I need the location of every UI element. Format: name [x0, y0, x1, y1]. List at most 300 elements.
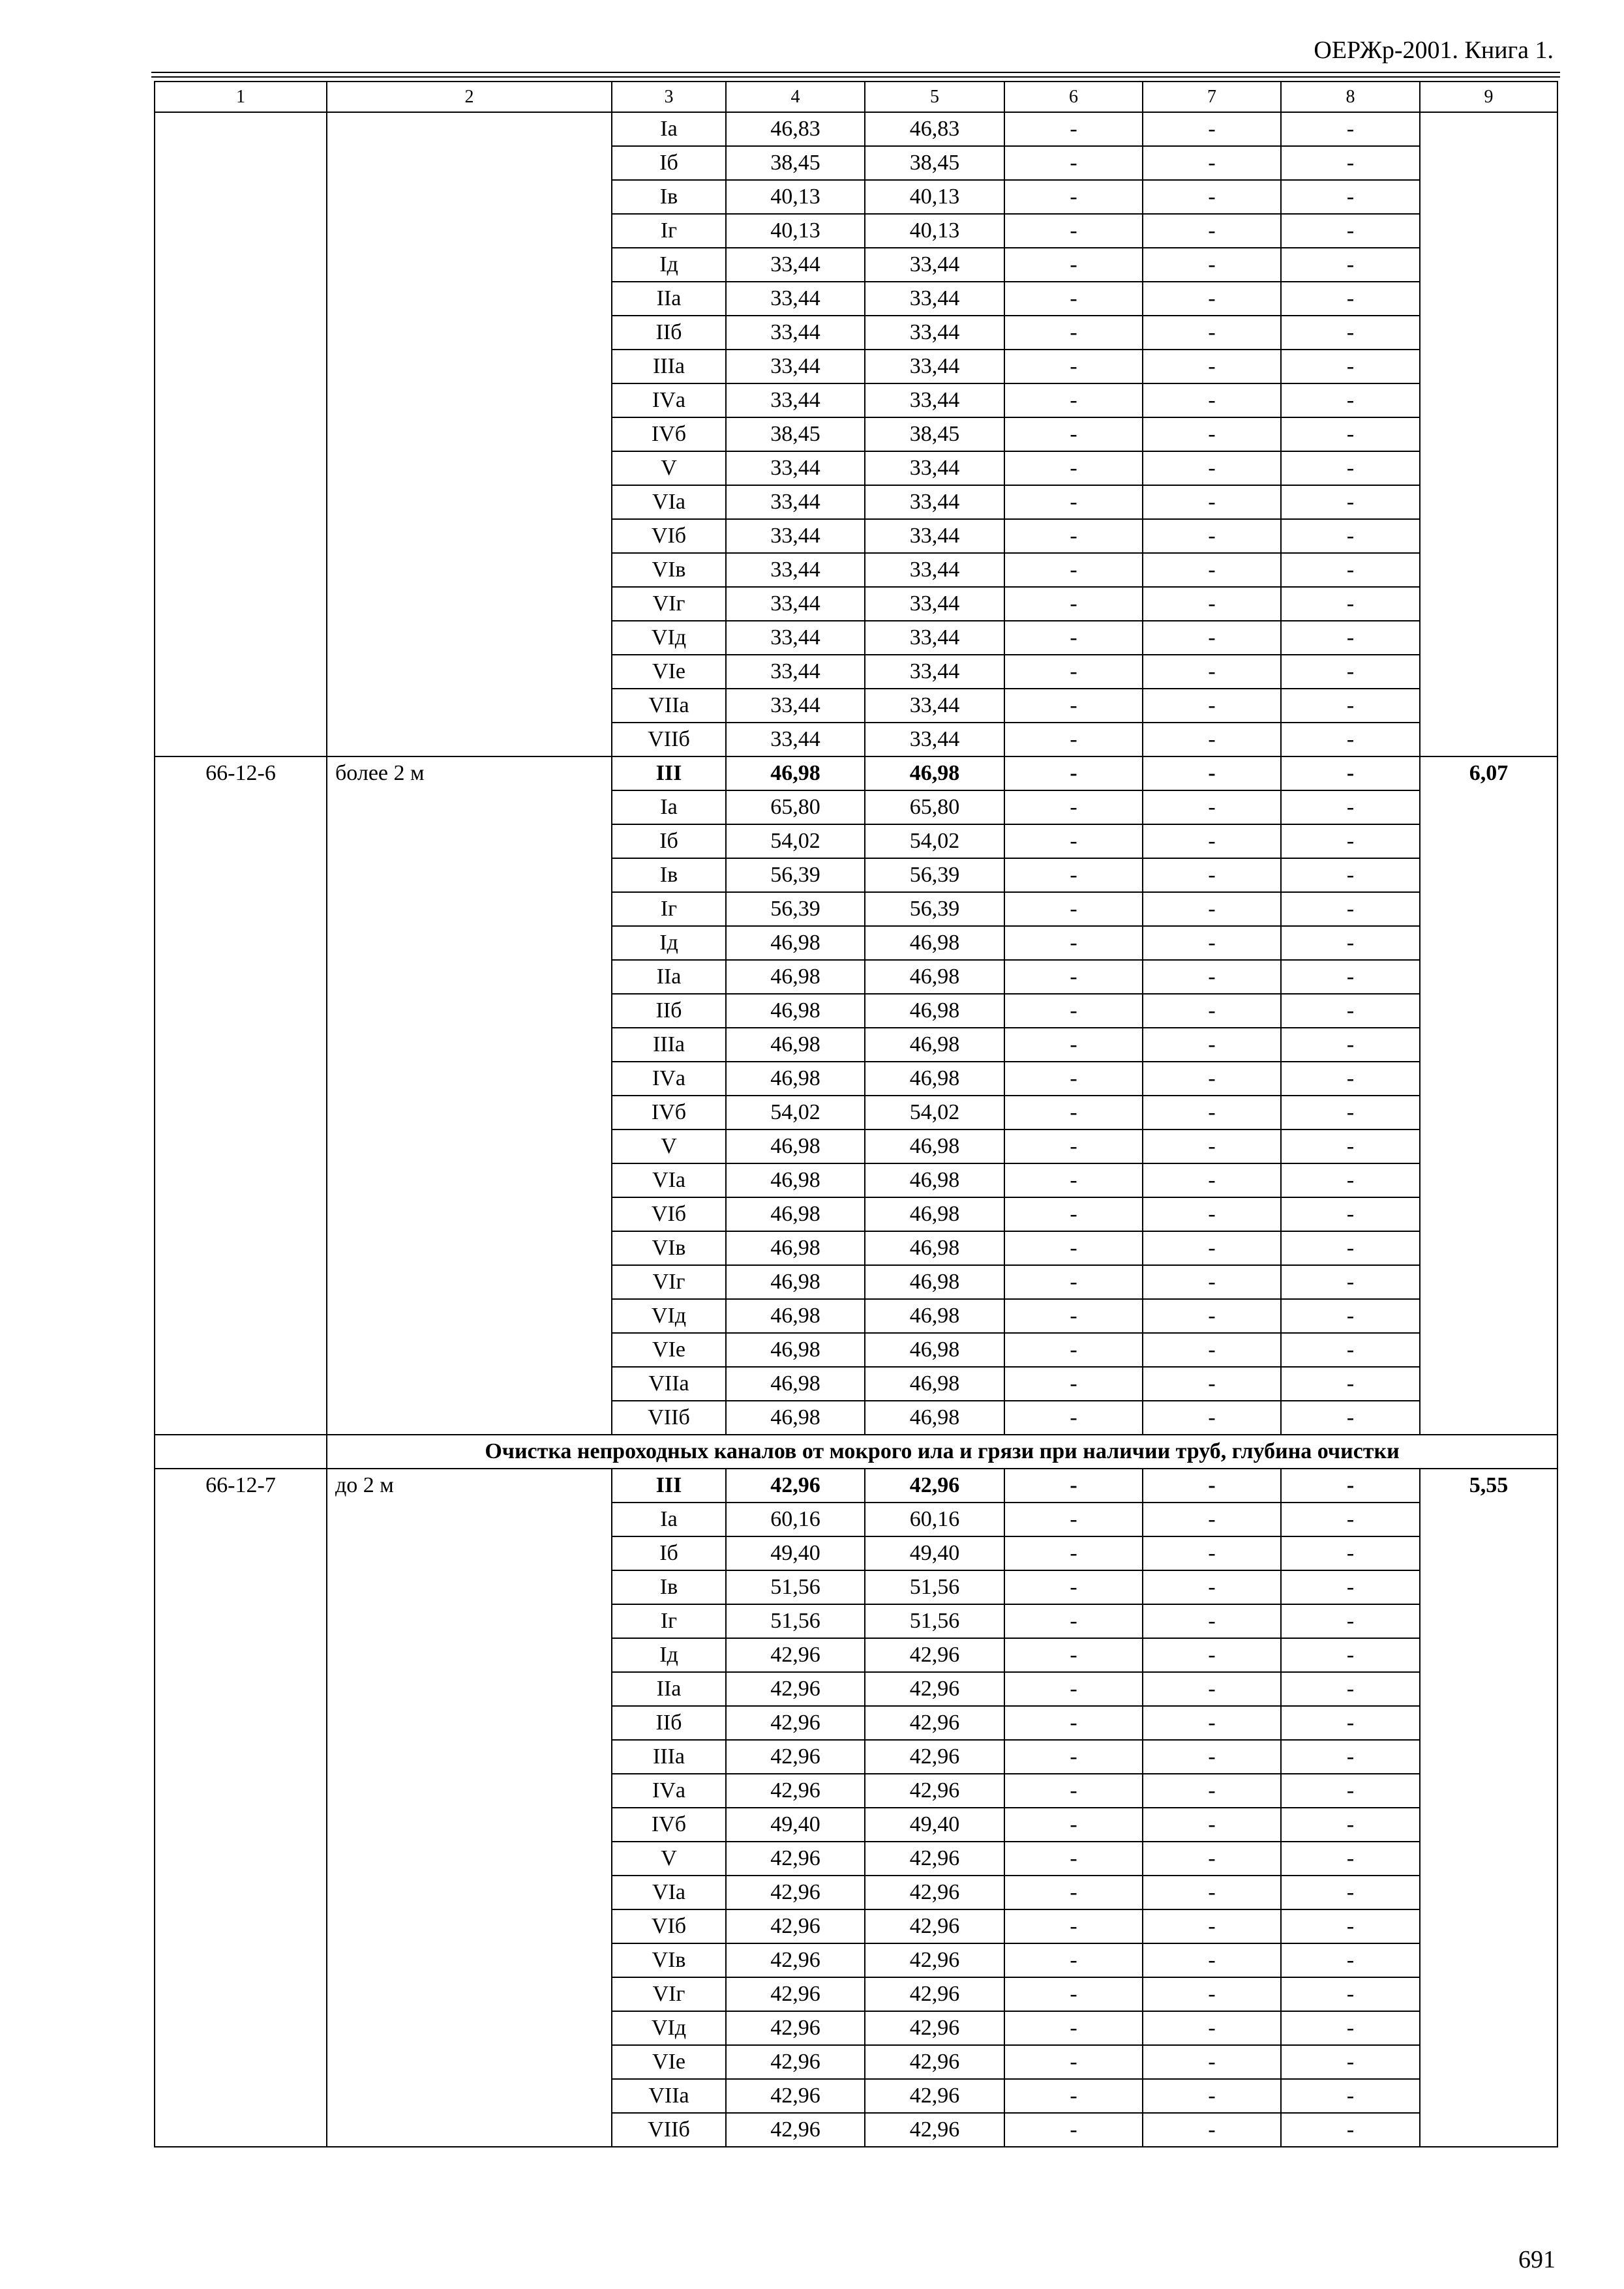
value-cell: - — [1281, 1706, 1420, 1740]
value-cell: 46,98 — [726, 756, 865, 790]
territorial-zone-cell: IIа — [612, 1672, 726, 1706]
value-cell: - — [1004, 994, 1143, 1028]
value-cell: - — [1281, 180, 1420, 214]
section-title: Очистка непроходных каналов от мокрого ила и грязи при наличии труб, глубина очистки — [327, 1435, 1557, 1469]
territorial-zone-cell: IIб — [612, 316, 726, 350]
value-cell: 33,44 — [865, 350, 1004, 383]
territorial-zone-cell: VIе — [612, 1333, 726, 1367]
territorial-zone-cell: V — [612, 1130, 726, 1163]
column-number-row — [155, 82, 1557, 112]
value-cell: - — [1004, 1842, 1143, 1876]
territorial-zone-cell: VIIб — [612, 1401, 726, 1435]
work-description: до 2 м — [327, 1469, 612, 2147]
value-cell: - — [1281, 1943, 1420, 1977]
value-cell: - — [1143, 1401, 1281, 1435]
territorial-zone-cell: Iг — [612, 214, 726, 248]
value-cell: - — [1004, 485, 1143, 519]
territorial-zone-cell: III — [612, 756, 726, 790]
value-cell: - — [1004, 1367, 1143, 1401]
value-cell: - — [1143, 1265, 1281, 1299]
value-cell: - — [1281, 858, 1420, 892]
value-cell: 46,98 — [726, 1265, 865, 1299]
value-cell: 38,45 — [726, 146, 865, 180]
value-cell: - — [1281, 214, 1420, 248]
value-cell: - — [1281, 1401, 1420, 1435]
value-cell: - — [1143, 892, 1281, 926]
value-cell: - — [1004, 1536, 1143, 1570]
territorial-zone-cell: VIб — [612, 1909, 726, 1943]
value-cell: 33,44 — [865, 383, 1004, 417]
document-header-title: ОЕРЖр-2001. Книга 1. — [1314, 37, 1554, 64]
value-cell: - — [1281, 248, 1420, 282]
value-cell: - — [1004, 519, 1143, 553]
value-cell: 42,96 — [865, 1740, 1004, 1774]
value-cell: - — [1004, 2045, 1143, 2079]
value-cell: - — [1281, 1197, 1420, 1231]
value-cell: - — [1143, 1062, 1281, 1096]
column-number-cell: 4 — [726, 82, 865, 112]
column-number-cell: 1 — [155, 82, 327, 112]
value-cell: 51,56 — [726, 1570, 865, 1604]
territorial-zone-cell: VIв — [612, 1231, 726, 1265]
value-cell: - — [1281, 1062, 1420, 1096]
value-cell: - — [1281, 1469, 1420, 1503]
value-cell: - — [1281, 994, 1420, 1028]
value-cell: - — [1281, 587, 1420, 621]
value-cell: 42,96 — [865, 2113, 1004, 2147]
value-cell: 46,83 — [726, 112, 865, 146]
value-cell: - — [1281, 756, 1420, 790]
value-cell: - — [1281, 1808, 1420, 1842]
value-cell: 42,96 — [865, 2011, 1004, 2045]
value-cell: - — [1281, 2045, 1420, 2079]
value-cell: 46,98 — [726, 960, 865, 994]
territorial-zone-cell: VIд — [612, 2011, 726, 2045]
value-cell: - — [1143, 655, 1281, 689]
value-cell: 46,98 — [865, 1028, 1004, 1062]
value-cell: 56,39 — [726, 858, 865, 892]
value-cell: - — [1143, 485, 1281, 519]
value-cell: - — [1281, 146, 1420, 180]
value-cell: - — [1281, 1367, 1420, 1401]
value-cell: - — [1143, 2079, 1281, 2113]
value-cell: 60,16 — [865, 1503, 1004, 1536]
value-cell: - — [1281, 350, 1420, 383]
value-cell: - — [1004, 1604, 1143, 1638]
value-cell: 46,98 — [865, 926, 1004, 960]
value-cell: - — [1143, 1367, 1281, 1401]
value-cell: - — [1004, 2113, 1143, 2147]
value-cell: 46,98 — [865, 1333, 1004, 1367]
value-cell: 42,96 — [726, 1706, 865, 1740]
value-cell: - — [1004, 112, 1143, 146]
value-cell: 40,13 — [726, 214, 865, 248]
value-cell: - — [1004, 1909, 1143, 1943]
value-cell: - — [1281, 1096, 1420, 1130]
column-9-value: 6,07 — [1420, 756, 1557, 1435]
value-cell: - — [1143, 112, 1281, 146]
territorial-zone-cell: Iв — [612, 180, 726, 214]
value-cell: - — [1143, 1503, 1281, 1536]
value-cell: 33,44 — [865, 621, 1004, 655]
value-cell: 33,44 — [726, 621, 865, 655]
value-cell: - — [1004, 1503, 1143, 1536]
value-cell: 60,16 — [726, 1503, 865, 1536]
value-cell: 46,98 — [865, 756, 1004, 790]
value-cell: - — [1281, 1977, 1420, 2011]
value-cell: 46,98 — [865, 1197, 1004, 1231]
value-cell: 42,96 — [726, 2113, 865, 2147]
value-cell: - — [1143, 451, 1281, 485]
value-cell: - — [1281, 1028, 1420, 1062]
value-cell: 46,98 — [865, 1130, 1004, 1163]
value-cell: - — [1281, 1130, 1420, 1163]
value-cell: - — [1281, 1740, 1420, 1774]
territorial-zone-cell: VIд — [612, 621, 726, 655]
value-cell: - — [1281, 485, 1420, 519]
section-title-row — [155, 1435, 1557, 1469]
value-cell: 42,96 — [865, 1638, 1004, 1672]
value-cell: - — [1143, 417, 1281, 451]
territorial-zone-cell: IIа — [612, 960, 726, 994]
value-cell: 33,44 — [726, 689, 865, 723]
value-cell: 46,98 — [865, 1163, 1004, 1197]
header-rule-top — [151, 72, 1560, 73]
value-cell: - — [1004, 1638, 1143, 1672]
territorial-zone-cell: VIе — [612, 2045, 726, 2079]
value-cell: 33,44 — [865, 689, 1004, 723]
value-cell: - — [1004, 1130, 1143, 1163]
value-cell: 42,96 — [865, 1672, 1004, 1706]
territorial-zone-cell: VIа — [612, 485, 726, 519]
value-cell: - — [1281, 519, 1420, 553]
value-cell: 42,96 — [726, 1977, 865, 2011]
territorial-zone-cell: V — [612, 1842, 726, 1876]
value-cell: - — [1143, 180, 1281, 214]
value-cell: - — [1004, 1028, 1143, 1062]
value-cell: 42,96 — [726, 2079, 865, 2113]
value-cell: - — [1004, 1469, 1143, 1503]
value-cell: 46,98 — [726, 1299, 865, 1333]
column-number-cell: 7 — [1143, 82, 1281, 112]
value-cell: - — [1143, 1469, 1281, 1503]
value-cell: - — [1143, 316, 1281, 350]
value-cell: 46,98 — [865, 1062, 1004, 1096]
value-cell: 33,44 — [865, 553, 1004, 587]
territorial-zone-cell: Iд — [612, 926, 726, 960]
territorial-zone-cell: IVб — [612, 417, 726, 451]
value-cell: 54,02 — [865, 824, 1004, 858]
value-cell: - — [1143, 723, 1281, 756]
rate-code — [155, 112, 327, 756]
value-cell: 33,44 — [865, 587, 1004, 621]
value-cell: - — [1143, 214, 1281, 248]
value-cell: 42,96 — [726, 1909, 865, 1943]
value-cell: - — [1281, 1638, 1420, 1672]
territorial-zone-cell: VIб — [612, 519, 726, 553]
territorial-zone-cell: IVб — [612, 1096, 726, 1130]
value-cell: - — [1143, 1536, 1281, 1570]
value-cell: 33,44 — [865, 655, 1004, 689]
value-cell: 46,98 — [726, 994, 865, 1028]
value-cell: - — [1004, 1740, 1143, 1774]
value-cell: - — [1004, 451, 1143, 485]
value-cell: 42,96 — [726, 1842, 865, 1876]
territorial-zone-cell: IIб — [612, 1706, 726, 1740]
value-cell: 46,98 — [726, 1130, 865, 1163]
territorial-zone-cell: VIIб — [612, 723, 726, 756]
value-cell: - — [1143, 926, 1281, 960]
value-cell: - — [1143, 824, 1281, 858]
value-cell: - — [1281, 282, 1420, 316]
territorial-zone-cell: VIг — [612, 1977, 726, 2011]
value-cell: 42,96 — [865, 1977, 1004, 2011]
territorial-zone-cell: III — [612, 1469, 726, 1503]
value-cell: 51,56 — [726, 1604, 865, 1638]
value-cell: 49,40 — [726, 1808, 865, 1842]
value-cell: - — [1143, 1096, 1281, 1130]
value-cell: 33,44 — [865, 519, 1004, 553]
value-cell: 46,98 — [865, 1367, 1004, 1401]
value-cell: 42,96 — [726, 1469, 865, 1503]
value-cell: 33,44 — [726, 248, 865, 282]
value-cell: - — [1004, 1265, 1143, 1299]
value-cell: 33,44 — [865, 248, 1004, 282]
value-cell: - — [1004, 350, 1143, 383]
value-cell: - — [1004, 756, 1143, 790]
value-cell: - — [1004, 1672, 1143, 1706]
value-cell: 33,44 — [726, 723, 865, 756]
column-number-cell: 5 — [865, 82, 1004, 112]
value-cell: - — [1143, 248, 1281, 282]
value-cell: 65,80 — [726, 790, 865, 824]
value-cell: 42,96 — [865, 1876, 1004, 1909]
value-cell: - — [1004, 1808, 1143, 1842]
value-cell: - — [1143, 756, 1281, 790]
territorial-zone-cell: VIв — [612, 553, 726, 587]
value-cell: - — [1004, 689, 1143, 723]
value-cell: 38,45 — [726, 417, 865, 451]
value-cell: - — [1143, 383, 1281, 417]
value-cell: - — [1004, 1977, 1143, 2011]
territorial-zone-cell: Iд — [612, 1638, 726, 1672]
territorial-zone-cell: Iг — [612, 892, 726, 926]
value-cell: - — [1281, 723, 1420, 756]
value-cell: 42,96 — [726, 1943, 865, 1977]
value-cell: 33,44 — [726, 451, 865, 485]
territorial-zone-cell: VIд — [612, 1299, 726, 1333]
territorial-zone-cell: VIа — [612, 1163, 726, 1197]
value-cell: - — [1281, 2011, 1420, 2045]
value-cell: - — [1281, 1842, 1420, 1876]
value-cell: - — [1143, 1876, 1281, 1909]
value-cell: - — [1143, 1130, 1281, 1163]
value-cell: 33,44 — [726, 553, 865, 587]
value-cell: - — [1004, 2079, 1143, 2113]
value-cell: - — [1004, 1197, 1143, 1231]
territorial-zone-cell: Iв — [612, 858, 726, 892]
value-cell: - — [1004, 1570, 1143, 1604]
value-cell: - — [1143, 1197, 1281, 1231]
value-cell: 42,96 — [726, 1672, 865, 1706]
territorial-zone-cell: Iа — [612, 1503, 726, 1536]
value-cell: 54,02 — [726, 1096, 865, 1130]
value-cell: 33,44 — [726, 383, 865, 417]
value-cell: 46,98 — [726, 1163, 865, 1197]
column-9-value — [1420, 112, 1557, 756]
value-cell: - — [1281, 451, 1420, 485]
value-cell: - — [1143, 1672, 1281, 1706]
value-cell: - — [1281, 2113, 1420, 2147]
territorial-zone-cell: IIIа — [612, 1028, 726, 1062]
value-cell: 33,44 — [726, 519, 865, 553]
territorial-zone-cell: Iб — [612, 1536, 726, 1570]
value-cell: - — [1004, 1062, 1143, 1096]
value-cell: - — [1281, 655, 1420, 689]
value-cell: - — [1281, 1672, 1420, 1706]
value-cell: - — [1143, 587, 1281, 621]
page-number: 691 — [1518, 2246, 1556, 2273]
value-cell: 33,44 — [726, 282, 865, 316]
value-cell: - — [1143, 553, 1281, 587]
value-cell: - — [1143, 2011, 1281, 2045]
value-cell: 33,44 — [726, 485, 865, 519]
value-cell: - — [1004, 960, 1143, 994]
value-cell: 56,39 — [865, 858, 1004, 892]
value-cell: - — [1281, 790, 1420, 824]
territorial-zone-cell: VIв — [612, 1943, 726, 1977]
territorial-zone-cell: Iб — [612, 824, 726, 858]
column-number-cell: 6 — [1004, 82, 1143, 112]
value-cell: - — [1281, 1265, 1420, 1299]
value-cell: - — [1281, 316, 1420, 350]
value-cell: - — [1281, 1333, 1420, 1367]
value-cell: - — [1004, 2011, 1143, 2045]
value-cell: - — [1004, 723, 1143, 756]
value-cell: 46,98 — [865, 1231, 1004, 1265]
value-cell: - — [1143, 1570, 1281, 1604]
value-cell: 42,96 — [726, 2011, 865, 2045]
value-cell: - — [1281, 1876, 1420, 1909]
value-cell: 33,44 — [865, 485, 1004, 519]
value-cell: - — [1281, 1231, 1420, 1265]
territorial-zone-cell: Iа — [612, 790, 726, 824]
value-cell: - — [1143, 2113, 1281, 2147]
value-cell: - — [1004, 621, 1143, 655]
value-cell: 40,13 — [865, 180, 1004, 214]
value-cell: - — [1143, 1299, 1281, 1333]
value-cell: 42,96 — [865, 2045, 1004, 2079]
value-cell: - — [1004, 1333, 1143, 1367]
value-cell: 46,98 — [726, 1028, 865, 1062]
value-cell: - — [1004, 1774, 1143, 1808]
value-cell: - — [1143, 858, 1281, 892]
value-cell: - — [1143, 2045, 1281, 2079]
value-cell: - — [1004, 248, 1143, 282]
value-cell: - — [1004, 1096, 1143, 1130]
value-cell: 33,44 — [726, 350, 865, 383]
value-cell: 46,98 — [726, 1231, 865, 1265]
value-cell: - — [1143, 1231, 1281, 1265]
territorial-zone-cell: IIIа — [612, 1740, 726, 1774]
territorial-zone-cell: Iг — [612, 1604, 726, 1638]
rate-code: 66-12-6 — [155, 756, 327, 1435]
value-cell: - — [1004, 180, 1143, 214]
value-cell: 46,98 — [726, 1333, 865, 1367]
value-cell: 54,02 — [726, 824, 865, 858]
value-cell: - — [1004, 1876, 1143, 1909]
value-cell: - — [1143, 1740, 1281, 1774]
value-cell: - — [1004, 146, 1143, 180]
value-cell: - — [1143, 960, 1281, 994]
table-row — [155, 756, 1557, 790]
value-cell: - — [1281, 1299, 1420, 1333]
column-number-cell: 8 — [1281, 82, 1420, 112]
territorial-zone-cell: IVб — [612, 1808, 726, 1842]
value-cell: 56,39 — [726, 892, 865, 926]
value-cell: - — [1143, 1604, 1281, 1638]
value-cell: 33,44 — [865, 282, 1004, 316]
territorial-zone-cell: Iб — [612, 146, 726, 180]
value-cell: - — [1143, 1163, 1281, 1197]
value-cell: 54,02 — [865, 1096, 1004, 1130]
value-cell: - — [1281, 960, 1420, 994]
value-cell: 38,45 — [865, 146, 1004, 180]
value-cell: - — [1143, 1638, 1281, 1672]
value-cell: 49,40 — [865, 1808, 1004, 1842]
value-cell: 51,56 — [865, 1570, 1004, 1604]
table-row — [155, 112, 1557, 146]
value-cell: - — [1004, 316, 1143, 350]
column-number-cell: 9 — [1420, 82, 1557, 112]
value-cell: 46,98 — [865, 994, 1004, 1028]
territorial-zone-cell: IIа — [612, 282, 726, 316]
value-cell: - — [1281, 689, 1420, 723]
value-cell: 42,96 — [865, 1909, 1004, 1943]
territorial-zone-cell: IIIа — [612, 350, 726, 383]
value-cell: - — [1143, 790, 1281, 824]
value-cell: - — [1281, 383, 1420, 417]
value-cell: 33,44 — [726, 316, 865, 350]
value-cell: - — [1281, 1503, 1420, 1536]
value-cell: 33,44 — [865, 723, 1004, 756]
value-cell: 33,44 — [726, 655, 865, 689]
value-cell: - — [1143, 621, 1281, 655]
column-9-value: 5,55 — [1420, 1469, 1557, 2147]
territorial-zone-cell: VIIб — [612, 2113, 726, 2147]
value-cell: 42,96 — [726, 2045, 865, 2079]
territorial-zone-cell: Iа — [612, 112, 726, 146]
value-cell: - — [1004, 1943, 1143, 1977]
territorial-zone-cell: VIа — [612, 1876, 726, 1909]
value-cell: - — [1281, 1570, 1420, 1604]
value-cell: 46,98 — [726, 1062, 865, 1096]
table-row — [155, 1469, 1557, 1503]
value-cell: - — [1004, 1706, 1143, 1740]
value-cell: 42,96 — [726, 1774, 865, 1808]
value-cell: 42,96 — [865, 1774, 1004, 1808]
value-cell: 46,98 — [865, 1265, 1004, 1299]
value-cell: - — [1143, 689, 1281, 723]
value-cell: - — [1143, 1333, 1281, 1367]
value-cell: - — [1143, 1028, 1281, 1062]
value-cell: 42,96 — [865, 1842, 1004, 1876]
value-cell: - — [1143, 1943, 1281, 1977]
rate-code: 66-12-7 — [155, 1469, 327, 2147]
value-cell: - — [1004, 655, 1143, 689]
territorial-zone-cell: IIб — [612, 994, 726, 1028]
territorial-zone-cell: IVа — [612, 383, 726, 417]
